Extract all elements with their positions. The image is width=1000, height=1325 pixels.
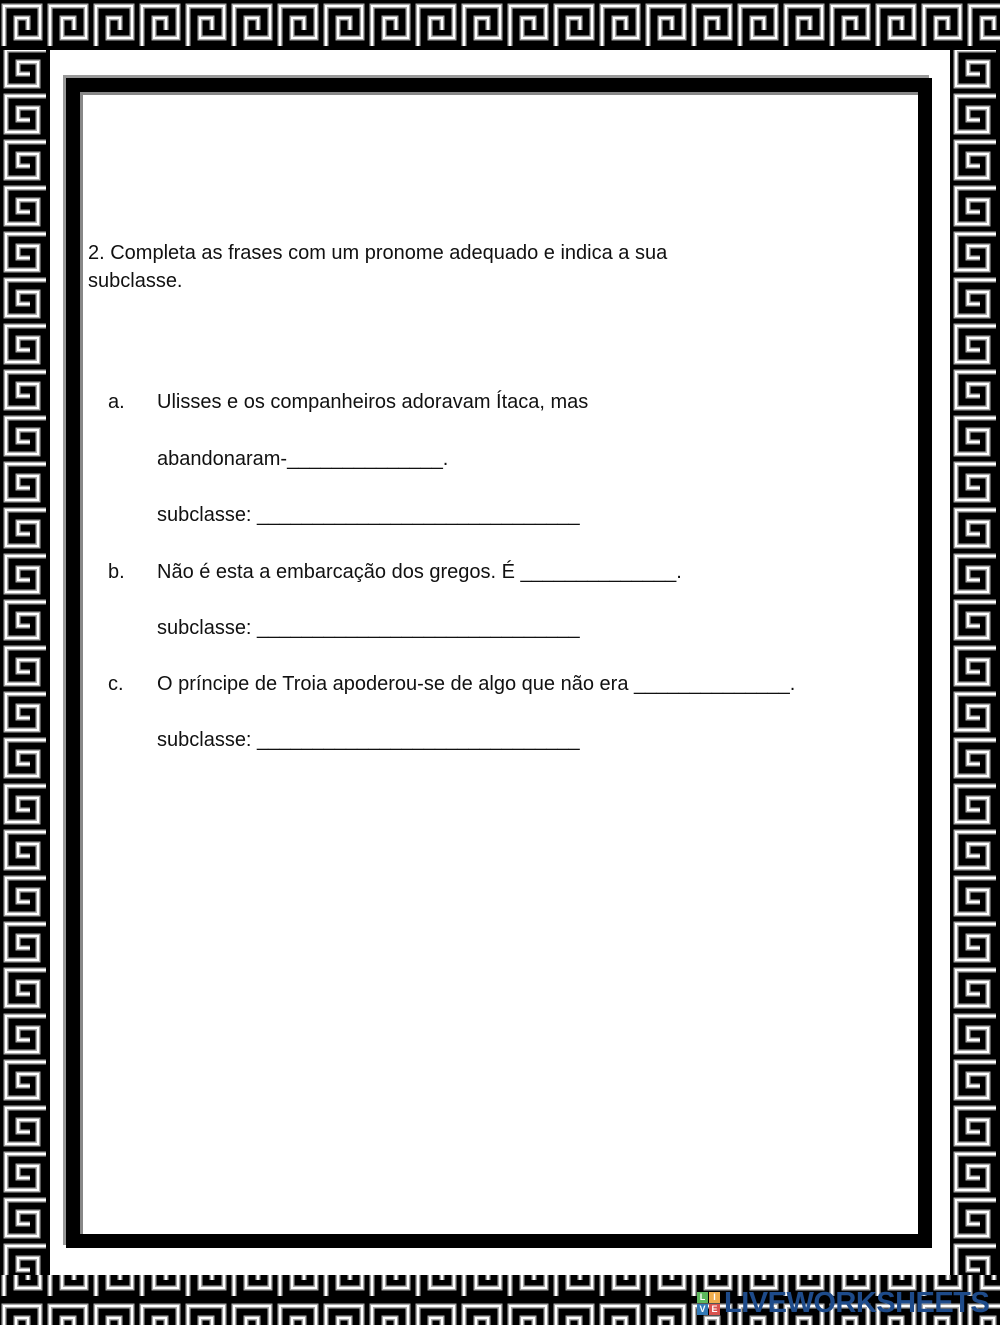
liveworksheets-logo xyxy=(697,1287,989,1320)
item-a-subclass-blank[interactable]: subclasse: _____________________________ xyxy=(157,504,580,526)
logo-mark-icon: L I V E xyxy=(697,1292,720,1315)
question-title-line1: 2. Completa as frases com um pronome adequado e indica a sua xyxy=(88,242,668,264)
item-c-label: c. xyxy=(108,673,124,695)
logo-text: LIVEWORKSHEETS xyxy=(724,1287,990,1319)
question-title-line2: subclasse. xyxy=(88,270,183,292)
item-a-text: Ulisses e os companheiros adoravam Ítaca, mas xyxy=(157,391,589,413)
item-a-answer-blank[interactable]: abandonaram-______________. xyxy=(157,448,449,470)
item-c-subclass-blank[interactable]: subclasse: _____________________________ xyxy=(157,729,580,751)
item-a-label: a. xyxy=(108,391,125,413)
item-b-subclass-blank[interactable]: subclasse: _____________________________ xyxy=(157,617,580,639)
item-b-text[interactable]: Não é esta a embarcação dos gregos. É ______________. xyxy=(157,561,682,583)
item-b-label: b. xyxy=(108,561,125,583)
item-c-text[interactable]: O príncipe de Troia apoderou-se de algo que não era ______________. xyxy=(157,673,796,695)
